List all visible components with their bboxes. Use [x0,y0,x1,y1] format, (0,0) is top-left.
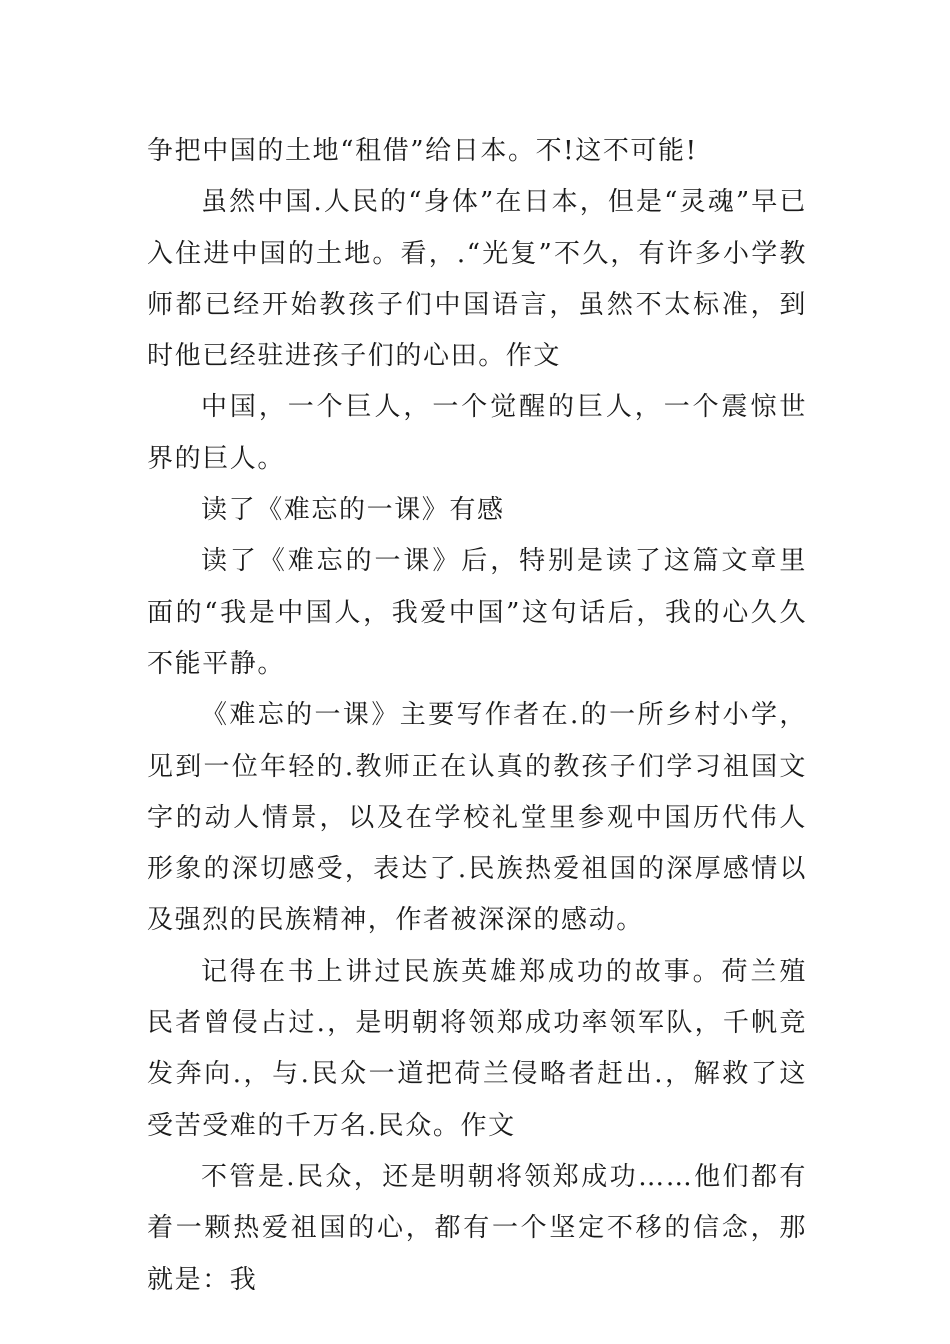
section-heading: 读了《难忘的一课》有感 [201,495,505,526]
body-text [147,126,807,1306]
paragraph: 读了《难忘的一课》后，特别是读了这篇文章里面的“我是中国人，我爱中国”这句话后，我的心久久不能平静。 [147,546,807,679]
paragraph: 不管是.民众，还是明朝将领郑成功……他们都有着一颗热爱祖国的心，都有一个坚定不移的信念，那就是：我 [147,1161,807,1295]
paragraph: 记得在书上讲过民族英雄郑成功的故事。荷兰殖民者曾侵占过.，是明朝将领郑成功率领军队，千帆竞发奔向.，与.民众一道把荷兰侵略者赶出.，解救了这受苦受难的千万名.民众。作文 [147,956,807,1141]
paragraph: 争把中国的土地“租借”给日本。不!这不可能! [147,136,698,166]
paragraph: 虽然中国.人民的“身体”在日本，但是“灵魂”早已入住进中国的土地。看，.“光复”不久，有许多小学教师都已经开始教孩子们中国语言，虽然不太标准，到时他已经驻进孩子们的心田。作文 [147,187,807,372]
paragraph: 中国，一个巨人，一个觉醒的巨人，一个震惊世界的巨人。 [147,392,807,474]
paragraph: 《难忘的一课》主要写作者在.的一所乡村小学，见到一位年轻的.教师正在认真的教孩子们学习祖国文字的动人情景，以及在学校礼堂里参观中国历代伟人形象的深切感受，表达了.民族热爱祖国的深厚感情以及强烈的民族精神，作者被深深的感动。 [147,700,807,936]
